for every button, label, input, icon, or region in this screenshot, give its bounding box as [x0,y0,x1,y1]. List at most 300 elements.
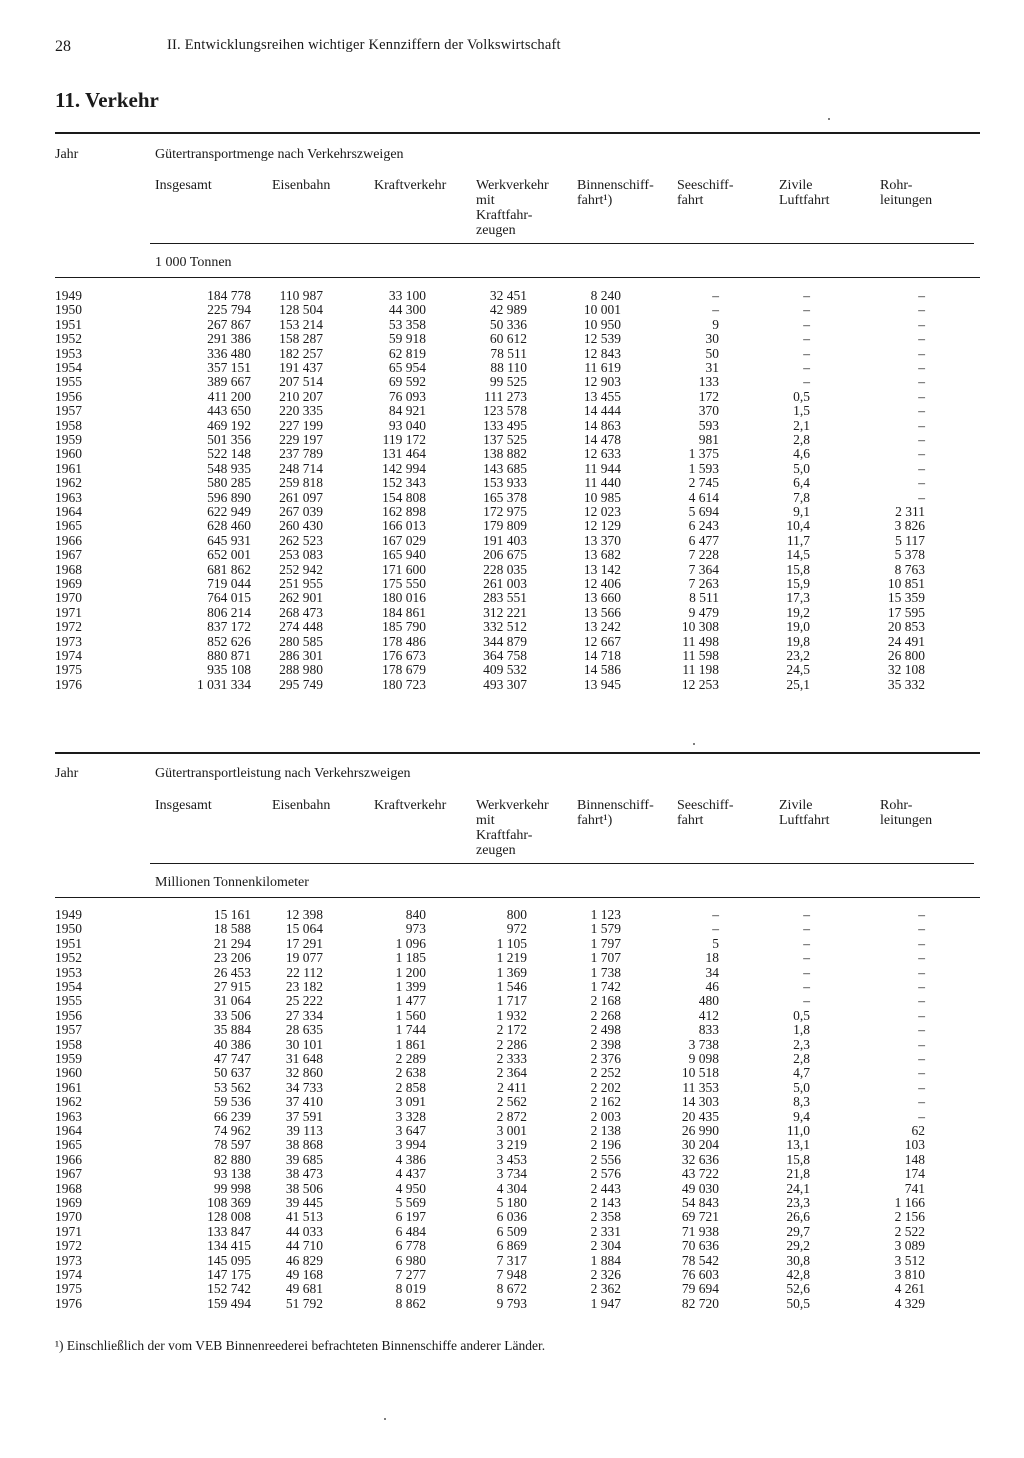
table-cell: 225 794 [207,302,251,318]
table-row [55,1023,980,1037]
table-cell: 178 486 [382,633,426,649]
table-cell: 4 261 [894,1281,925,1297]
year-cell: 1962 [55,1094,82,1110]
table-row [55,966,980,980]
table-cell: 82 880 [213,1151,251,1167]
column-header: Rohr- leitungen [880,798,933,828]
table-row [55,908,980,922]
table-cell: – [918,1022,925,1038]
table-cell: – [803,331,810,347]
table-cell: 76 093 [388,388,426,404]
table-cell: 12 633 [583,446,621,462]
table-cell: – [918,1065,925,1081]
year-cell: 1971 [55,604,82,620]
table-row [55,1297,980,1311]
table-cell: 1 797 [590,935,621,951]
table-row [55,462,980,476]
year-cell: 1971 [55,1223,82,1239]
table-cell: 51 792 [285,1295,323,1311]
table-cell: 123 578 [483,403,527,419]
year-cell: 1973 [55,633,82,649]
table-cell: 5 180 [496,1195,527,1210]
table-cell: 806 214 [207,604,251,620]
table-cell: 82 720 [681,1295,719,1311]
table-cell: 4 614 [688,489,719,505]
table-cell: 34 733 [285,1079,323,1095]
table-cell: 5 378 [894,547,925,563]
table-cell: – [918,907,925,922]
table-cell: 145 095 [207,1252,251,1268]
table-cell: 207 514 [279,374,323,390]
year-cell: 1968 [55,1180,82,1196]
table-cell: – [803,935,810,951]
table-row [55,1153,980,1167]
table-cell: 364 758 [483,648,527,663]
table-cell: – [918,993,925,1009]
table-cell: 5 694 [688,504,719,519]
table-cell: 261 003 [483,576,527,591]
table-cell: 78 542 [681,1252,719,1268]
table-cell: 19 077 [285,950,323,966]
table-row [55,375,980,389]
table-cell: 880 871 [207,648,251,663]
table-cell: 39 445 [285,1195,323,1210]
table-cell: 165 378 [483,489,527,505]
table-cell: 10 308 [681,619,719,635]
column-header: Zivile Luftfahrt [779,178,830,208]
table-cell: 3 219 [496,1137,527,1153]
table-row [55,563,980,577]
table-cell: 47 747 [213,1051,251,1066]
table-cell: 210 207 [279,388,323,404]
table-cell: 153 933 [483,475,527,491]
table-cell: 11 944 [584,460,621,476]
year-cell: 1961 [55,460,82,476]
table-cell: 227 199 [279,417,323,433]
table-cell: 14,5 [786,547,810,563]
year-cell: 1963 [55,489,82,505]
table-cell: 1 123 [590,907,621,922]
year-cell: 1970 [55,1209,82,1225]
column-header: Eisenbahn [272,178,331,193]
year-cell: 1957 [55,403,82,419]
table-cell: 1 105 [496,935,527,951]
table-cell: 7 364 [688,561,719,577]
table-cell: 1 096 [395,935,426,951]
table-cell: 2 376 [590,1051,621,1066]
table-cell: 27 334 [285,1007,323,1023]
table-cell: 99 998 [213,1180,251,1196]
table-row [55,1225,980,1239]
table-cell: – [918,403,925,419]
year-cell: 1961 [55,1079,82,1095]
table-row [55,534,980,548]
table-cell: 336 480 [207,345,251,361]
table-cell: 26 990 [681,1123,719,1138]
table-cell: 370 [698,403,719,419]
table-cell: 251 955 [279,576,323,591]
table-cell: 1 560 [395,1007,426,1023]
table-cell: 13 566 [583,604,621,620]
table-cell: 178 679 [382,662,426,678]
year-cell: 1953 [55,964,82,980]
table-cell: 31 064 [213,993,251,1009]
table-cell: 44 300 [388,302,426,318]
table-cell: 2 364 [496,1065,527,1081]
table-cell: 25 222 [285,993,323,1009]
table-cell: – [918,1079,925,1095]
table-row [55,476,980,490]
table-cell: 764 015 [207,590,251,606]
year-cell: 1965 [55,1137,82,1153]
table-cell: – [712,302,719,318]
table-cell: 1 932 [496,1007,527,1023]
table-cell: – [918,417,925,433]
table-cell: – [803,345,810,361]
table-cell: 44 710 [285,1238,323,1254]
table-cell: 229 197 [279,432,323,447]
table-cell: 12 843 [583,345,621,361]
year-cell: 1967 [55,1166,82,1182]
table-cell: 12 406 [583,576,621,591]
year-cell: 1962 [55,475,82,491]
table-cell: 260 430 [279,518,323,534]
year-cell: 1957 [55,1022,82,1038]
year-cell: 1959 [55,1051,82,1066]
table-cell: 15,9 [786,576,810,591]
table-cell: 1 884 [590,1252,621,1268]
table-cell: 180 016 [382,590,426,606]
table-cell: 1 738 [590,964,621,980]
table-cell: 1 579 [590,921,621,937]
table-cell: 10 001 [583,302,621,318]
table-cell: – [803,374,810,390]
table-cell: 1 546 [496,979,527,994]
table-cell: 74 962 [213,1123,251,1138]
table-cell: 14 863 [583,417,621,433]
scan-speck [693,743,695,745]
column-header: Rohr- leitungen [880,178,933,208]
table-cell: 11 198 [682,662,719,678]
table-cell: 11 619 [584,360,621,375]
table-cell: 191 403 [483,532,527,548]
table-row [55,1167,980,1181]
table-cell: 166 013 [382,518,426,534]
year-cell: 1951 [55,935,82,951]
column-header: Binnenschiff- fahrt¹) [577,798,654,828]
table-cell: 13 660 [583,590,621,606]
table-cell: 23 182 [285,979,323,994]
table-cell: 3 647 [395,1123,426,1138]
table-cell: 26,6 [786,1209,810,1225]
table-cell: 7 948 [496,1267,527,1282]
table-cell: 443 650 [207,403,251,419]
year-cell: 1974 [55,648,82,663]
table-cell: 493 307 [483,676,527,692]
table-cell: 13 242 [583,619,621,635]
table-cell: 2 138 [590,1123,621,1138]
table-cell: 248 714 [279,460,323,476]
scan-speck [384,1418,386,1420]
table-row [55,419,980,433]
table-row [55,1239,980,1253]
column-header: Kraftverkehr [374,798,447,813]
table-cell: 59 536 [213,1094,251,1110]
table-cell: 15 161 [213,907,251,922]
year-cell: 1975 [55,1281,82,1297]
table-cell: 13 142 [583,561,621,577]
table-cell: 6,4 [793,475,810,491]
table-cell: 2,3 [793,1036,810,1052]
table-cell: – [803,907,810,922]
table-cell: 1 200 [395,964,426,980]
table-cell: 7 228 [688,547,719,563]
table-cell: 2 556 [590,1151,621,1167]
table-cell: 10 518 [681,1065,719,1081]
table-cell: 128 008 [207,1209,251,1225]
table-cell: 833 [698,1022,719,1038]
table-cell: 12 903 [583,374,621,390]
table-cell: – [918,288,925,303]
table-cell: 17 595 [887,604,925,620]
table-cell: 1 717 [496,993,527,1009]
table-cell: 134 415 [207,1238,251,1254]
table-cell: – [803,360,810,375]
table-row [55,591,980,605]
table-cell: 11,0 [786,1123,810,1138]
table-cell: 14 586 [583,662,621,678]
table-row [55,289,980,303]
table-cell: 1,8 [793,1022,810,1038]
table-cell: 9 479 [688,604,719,620]
table-cell: 652 001 [207,547,251,563]
table-cell: 8 672 [496,1281,527,1297]
column-header: Seeschiff- fahrt [677,178,734,208]
year-cell: 1976 [55,676,82,692]
table-cell: 191 437 [279,360,323,375]
table-cell: 14 718 [583,648,621,663]
running-head: II. Entwicklungsreihen wichtiger Kennziffern der Volkswirtschaft [167,37,561,53]
year-cell: 1963 [55,1108,82,1124]
table-cell: 41 513 [285,1209,323,1225]
year-cell: 1972 [55,1238,82,1254]
table-cell: 3 001 [496,1123,527,1138]
table-cell: 20 435 [681,1108,719,1124]
table-cell: 7,8 [793,489,810,505]
table-cell: 4,6 [793,446,810,462]
year-cell: 1958 [55,417,82,433]
table-row [55,1268,980,1282]
table-cell: 2 196 [590,1137,621,1153]
table-cell: 22 112 [286,964,323,980]
table-cell: 9,1 [793,504,810,519]
year-cell: 1965 [55,518,82,534]
table-cell: 252 942 [279,561,323,577]
table-cell: 1 707 [590,950,621,966]
table-cell: – [918,950,925,966]
table-cell: 1 219 [496,950,527,966]
table-cell: 103 [904,1137,925,1153]
table-cell: 71 938 [681,1223,719,1239]
table-cell: 2 331 [590,1223,621,1239]
table-cell: 119 172 [382,432,426,447]
table-cell: 1 861 [395,1036,426,1052]
table-row [55,1009,980,1023]
table-cell: 37 410 [285,1094,323,1110]
table-cell: 5 569 [395,1195,426,1210]
table-cell: – [712,921,719,937]
year-cell: 1952 [55,950,82,966]
table-cell: 15,8 [786,1151,810,1167]
year-cell: 1975 [55,662,82,678]
table-cell: 1 947 [590,1295,621,1311]
table-cell: 46 [705,979,719,994]
table-row [55,1196,980,1210]
table-cell: 84 921 [388,403,426,419]
table-cell: 4 304 [496,1180,527,1196]
table-row [55,620,980,634]
column-header: Kraftverkehr [374,178,447,193]
table-row [55,1124,980,1138]
table-cell: 93 138 [213,1166,251,1182]
table-cell: 2 168 [590,993,621,1009]
table-cell: 741 [904,1180,925,1196]
year-cell: 1968 [55,561,82,577]
year-cell: 1950 [55,302,82,318]
table-cell: 5,0 [793,1079,810,1095]
table-cell: 165 940 [382,547,426,563]
table-cell: 1 185 [395,950,426,966]
table-cell: 522 148 [207,446,251,462]
table-cell: 172 975 [483,504,527,519]
table-cell: 259 818 [279,475,323,491]
table-row [55,606,980,620]
table-row [55,577,980,591]
table-cell: 628 460 [207,518,251,534]
table-row [55,1282,980,1296]
table-row [55,678,980,692]
year-cell: 1970 [55,590,82,606]
table-row [55,1210,980,1224]
table-cell: 38 473 [285,1166,323,1182]
table-cell: 14 444 [583,403,621,419]
table-cell: 3 328 [395,1108,426,1124]
table-cell: 312 221 [483,604,527,620]
table-cell: – [918,979,925,994]
table-cell: 261 097 [279,489,323,505]
table-cell: 286 301 [279,648,323,663]
page-number: 28 [55,38,71,55]
table-cell: 1 744 [395,1022,426,1038]
table-cell: 179 809 [483,518,527,534]
table-cell: 66 239 [213,1108,251,1124]
table-cell: 180 723 [382,676,426,692]
table-cell: 237 789 [279,446,323,462]
table-row [55,347,980,361]
table-cell: 31 [705,360,719,375]
scan-speck [828,118,830,120]
table-row [55,1095,980,1109]
column-header: Werkverkehr mit Kraftfahr- zeugen [476,798,549,858]
column-header: Seeschiff- fahrt [677,798,734,828]
table-cell: 13 455 [583,388,621,404]
table-cell: 184 778 [207,288,251,303]
table-cell: 389 667 [207,374,251,390]
table-cell: 1 369 [496,964,527,980]
year-cell: 1956 [55,388,82,404]
table-cell: 2 443 [590,1180,621,1196]
table-cell: 12 667 [583,633,621,649]
table-cell: 2 872 [496,1108,527,1124]
table-cell: 21,8 [786,1166,810,1182]
table-cell: 1 477 [395,993,426,1009]
table-cell: 2 398 [590,1036,621,1052]
table-cell: 2 304 [590,1238,621,1254]
table-row [55,951,980,965]
table-cell: 46 829 [285,1252,323,1268]
table-cell: 12 129 [583,518,621,534]
year-cell: 1949 [55,907,82,922]
table-cell: – [918,1007,925,1023]
table-cell: – [918,1036,925,1052]
table-cell: 18 [705,950,719,966]
table-cell: 2 522 [894,1223,925,1239]
table-cell: 19,0 [786,619,810,635]
table-cell: 11 353 [682,1079,719,1095]
table-cell: – [918,489,925,505]
table-cell: 19,2 [786,604,810,620]
table-cell: – [803,316,810,332]
table-cell: 681 862 [207,561,251,577]
table-cell: 411 200 [207,388,251,404]
table-row [55,361,980,375]
table-cell: 15,8 [786,561,810,577]
table-cell: 23,3 [786,1195,810,1210]
table-cell: 43 722 [681,1166,719,1182]
table-cell: – [918,921,925,937]
table-cell: 53 562 [213,1079,251,1095]
table-cell: 39 113 [286,1123,323,1138]
table-cell: 3 994 [395,1137,426,1153]
table-cell: 3 089 [894,1238,925,1254]
table-cell: 267 039 [279,504,323,519]
table-cell: 153 214 [279,316,323,332]
table-cell: 10 950 [583,316,621,332]
table-cell: 162 898 [382,504,426,519]
year-cell: 1954 [55,979,82,994]
table-cell: 7 277 [395,1267,426,1282]
table-cell: 148 [904,1151,925,1167]
year-cell: 1956 [55,1007,82,1023]
table-cell: 42,8 [786,1267,810,1282]
table-cell: 2 745 [688,475,719,491]
table-cell: – [803,921,810,937]
table-cell: 21 294 [213,935,251,951]
year-cell: 1976 [55,1295,82,1311]
table-cell: 143 685 [483,460,527,476]
table-cell: – [918,446,925,462]
table-cell: 2 638 [395,1065,426,1081]
table-cell: 9 [712,316,719,332]
table-cell: 2 576 [590,1166,621,1182]
table-row [55,649,980,663]
year-cell: 1950 [55,921,82,937]
table-cell: 49 030 [681,1180,719,1196]
year-cell: 1958 [55,1036,82,1052]
section-title: 11. Verkehr [55,88,159,112]
table-cell: 30,8 [786,1252,810,1268]
table-cell: 7 317 [496,1252,527,1268]
